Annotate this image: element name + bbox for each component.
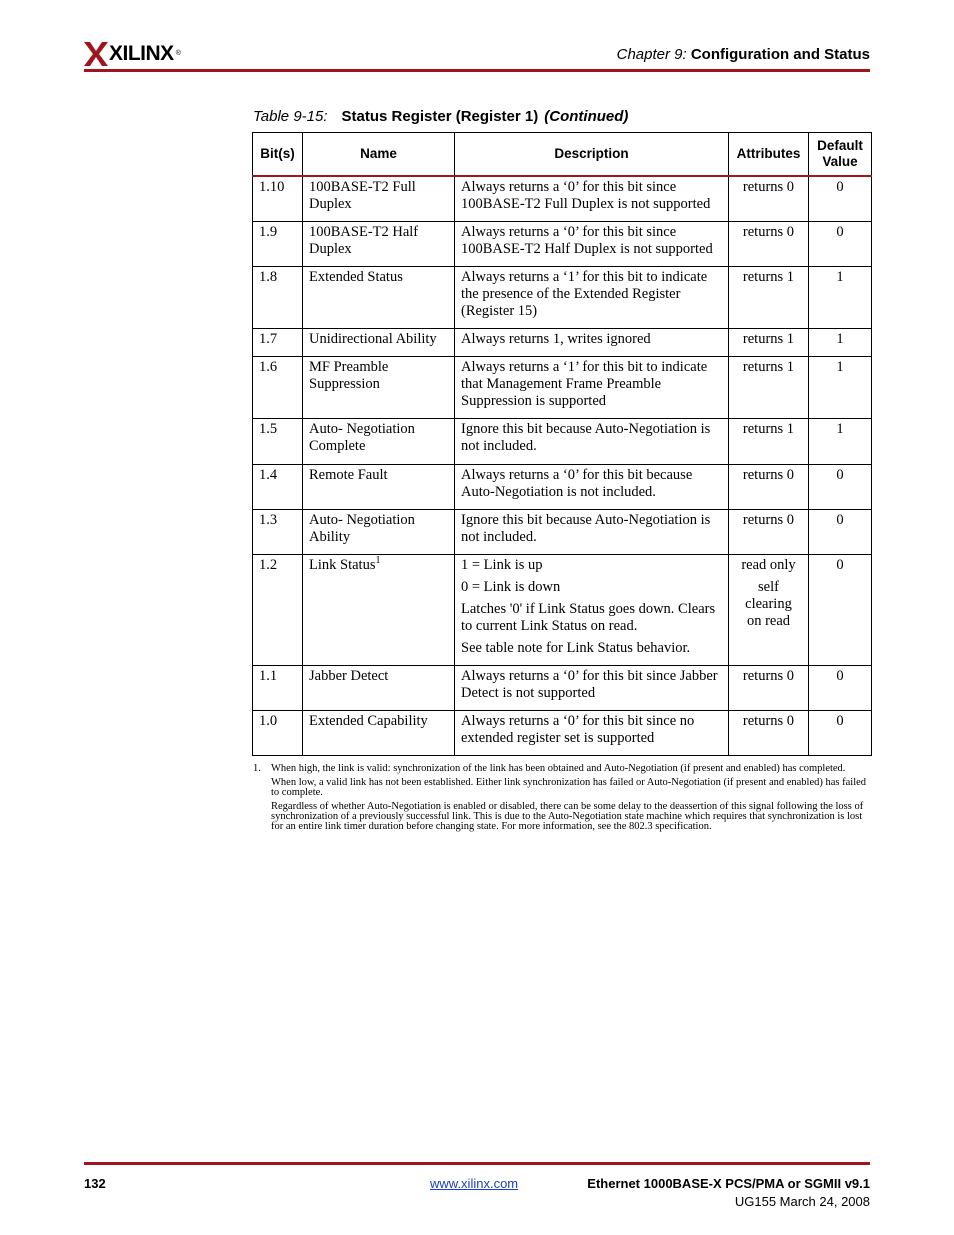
cell-name: Extended Status [303,266,455,328]
table-caption-title: Status Register (Register 1) [341,108,539,125]
table-row [253,665,872,710]
table-row [253,356,872,418]
table-row [253,176,872,221]
chapter-number: Chapter 9: [616,46,687,63]
cell-description: Ignore this bit because Auto-Negotiation is not included. [455,418,729,464]
cell-description: Ignore this bit because Auto-Negotiation is not included. [455,509,729,554]
cell-default: 0 [809,464,872,509]
table-row-link-status [253,554,872,665]
attr-on-read: on read [746,612,791,629]
footnote-paragraph-high: When high, the link is valid: synchronization of the link has been obtained and Auto-Negotiation (if present and enabled) has completed. [271,763,846,774]
header-attributes: Attributes [729,133,809,177]
table-footnote [253,764,869,836]
cell-description: Always returns a ‘1’ for this bit to indicate that Management Frame Preamble Suppression is supported [455,356,729,418]
cell-description: Always returns a ‘0’ for this bit because Auto-Negotiation is not included. [455,464,729,509]
table-row [253,509,872,554]
header-bits: Bit(s) [253,133,303,177]
cell-attributes [729,554,809,665]
cell-attributes: returns 0 [729,509,809,554]
cell-name [303,554,455,665]
link-status-desc-up: 1 = Link is up [461,556,543,573]
cell-name: Jabber Detect [303,665,455,710]
table-row [253,464,872,509]
cell-bits: 1.4 [253,464,303,509]
table-caption-label: Table 9-15: [253,108,328,125]
cell-attributes: returns 0 [729,221,809,266]
cell-attributes: returns 1 [729,328,809,356]
cell-name: Unidirectional Ability [303,328,455,356]
footnote-number: 1. [253,763,261,774]
cell-default: 0 [809,554,872,665]
table-caption-continued: (Continued) [544,108,629,125]
cell-name: 100BASE-T2 Half Duplex [303,221,455,266]
attr-clearing: clearing [745,595,792,612]
cell-name: Auto- Negotiation Complete [303,418,455,464]
cell-bits: 1.0 [253,710,303,755]
cell-attributes: returns 1 [729,266,809,328]
cell-description [455,554,729,665]
table-row [253,710,872,755]
header-default-value [809,133,872,177]
cell-name: Extended Capability [303,710,455,755]
attr-self: self [758,578,779,595]
cell-attributes: returns 0 [729,665,809,710]
cell-description: Always returns a ‘0’ for this bit since no extended register set is supported [455,710,729,755]
cell-attributes: returns 1 [729,356,809,418]
cell-default: 1 [809,328,872,356]
cell-bits: 1.6 [253,356,303,418]
cell-description: Always returns a ‘0’ for this bit since 100BASE-T2 Full Duplex is not supported [455,176,729,221]
cell-default: 0 [809,509,872,554]
cell-name: Auto- Negotiation Ability [303,509,455,554]
cell-attributes: returns 1 [729,418,809,464]
cell-default: 1 [809,418,872,464]
cell-default: 0 [809,665,872,710]
cell-default: 0 [809,710,872,755]
link-status-desc-down: 0 = Link is down [461,578,561,595]
xilinx-logo-mark-icon [84,41,108,67]
link-status-desc-note: See table note for Link Status behavior. [461,639,691,656]
logo-registered-mark: ® [175,50,181,57]
chapter-title: Configuration and Status [690,46,870,63]
table-row [253,221,872,266]
link-status-name: Link Status [309,556,376,573]
status-register-table [252,132,872,756]
cell-bits: 1.1 [253,665,303,710]
page-number: 132 [84,1176,106,1191]
logo-wordmark: XILINX [109,42,174,65]
cell-name: 100BASE-T2 Full Duplex [303,176,455,221]
chapter-heading [617,46,870,63]
footnote-reference: 1 [375,554,381,566]
cell-attributes: returns 0 [729,176,809,221]
cell-bits: 1.2 [253,554,303,665]
footer-rule [84,1162,870,1165]
footnote-paragraph-delay: Regardless of whether Auto-Negotiation is enabled or disabled, there can be some delay to the deassertion of this signal following the loss of synchronization of a previously successful link. This is due to the Auto-Negotiation state machine which requires that synchronization is lost for an entire link timer duration before changing state. For more information, see the 802.3 specification. [271,801,864,832]
cell-bits: 1.7 [253,328,303,356]
header-default-line2: Value [822,154,858,169]
cell-description: Always returns a ‘0’ for this bit since Jabber Detect is not supported [455,665,729,710]
cell-default: 1 [809,356,872,418]
cell-description: Always returns 1, writes ignored [455,328,729,356]
table-row [253,418,872,464]
table-caption [253,108,628,125]
attr-read-only: read only [741,556,796,573]
header-description: Description [455,133,729,177]
cell-default: 0 [809,176,872,221]
header-name: Name [303,133,455,177]
cell-bits: 1.8 [253,266,303,328]
header-default-line1: Default [817,138,863,153]
cell-default: 1 [809,266,872,328]
cell-attributes: returns 0 [729,710,809,755]
document-title: Ethernet 1000BASE-X PCS/PMA or SGMII v9.1 [587,1176,870,1191]
header-rule [84,69,870,72]
table-row [253,266,872,328]
cell-bits: 1.5 [253,418,303,464]
document-id-date: UG155 March 24, 2008 [734,1194,870,1209]
xilinx-logo [84,40,181,68]
cell-bits: 1.10 [253,176,303,221]
footnote-paragraph-low: When low, a valid link has not been established. Either link synchronization has failed or Auto-Negotiation (if present and enabled) has failed to complete. [271,777,867,798]
table-row [253,328,872,356]
cell-name: Remote Fault [303,464,455,509]
cell-name: MF Preamble Suppression [303,356,455,418]
cell-attributes: returns 0 [729,464,809,509]
cell-bits: 1.3 [253,509,303,554]
website-link[interactable]: www.xilinx.com [430,1176,519,1191]
cell-description: Always returns a ‘1’ for this bit to indicate the presence of the Extended Register (Register 15) [455,266,729,328]
cell-default: 0 [809,221,872,266]
link-status-desc-latch: Latches '0' if Link Status goes down. Clears to current Link Status on read. [461,600,716,634]
cell-bits: 1.9 [253,221,303,266]
cell-description: Always returns a ‘0’ for this bit since 100BASE-T2 Half Duplex is not supported [455,221,729,266]
table-header-row [253,133,872,177]
